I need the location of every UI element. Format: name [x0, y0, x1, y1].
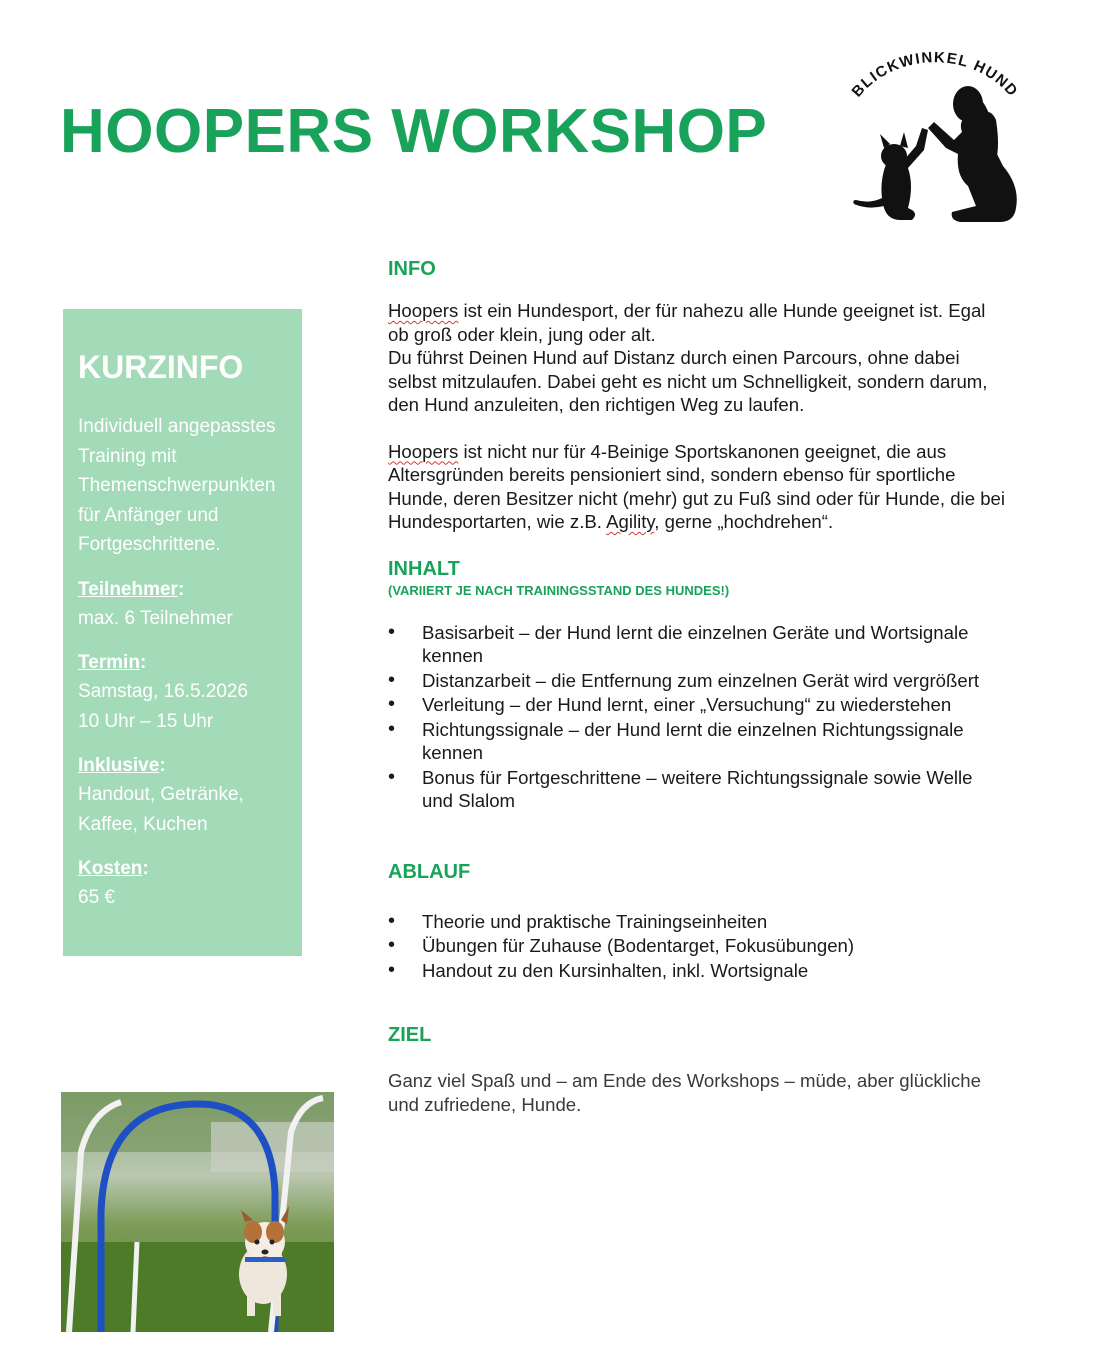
- ziel-text: Ganz viel Spaß und – am Ende des Workshops – müde, aber glückliche und zufriedene, Hunde.: [388, 1070, 981, 1115]
- termin-block: Termin: Samstag, 16.5.2026 10 Uhr – 15 Uhr: [78, 649, 288, 736]
- list-item: • Übungen für Zuhause (Bodentarget, Fokusübungen): [388, 934, 1008, 958]
- ablauf-heading: ABLAUF: [388, 860, 471, 883]
- info-p3-agility: Agility: [606, 511, 655, 532]
- kurzinfo-intro: Individuell angepasstes Training mit Themenschwerpunkten für Anfänger und Fortgeschrittene.: [78, 416, 276, 555]
- main-content: [388, 258, 1008, 1116]
- page-title: HOOPERS WORKSHOP: [60, 97, 768, 166]
- info-p3-hoopers: Hoopers: [388, 440, 459, 462]
- termin-date: Samstag, 16.5.2026: [78, 681, 249, 702]
- blickwinkel-hund-logo: [828, 36, 1038, 236]
- inhalt-subheading: (VARIIERT JE NACH TRAININGSSTAND DES HUNDES!): [388, 582, 730, 598]
- info-p1-hoopers: Hoopers: [388, 300, 459, 321]
- kurzinfo-heading: KURZINFO: [78, 349, 244, 385]
- svg-text:BLICKWINKEL HUND: [849, 49, 1022, 100]
- inhalt-list: [388, 621, 1008, 813]
- dog-hoop-photo: [61, 1092, 334, 1332]
- info-paragraph-2: Du führst Deinen Hund auf Distanz durch einen Parcours, ohne dabei selbst mitzulaufen. Dabei geht es nicht um Schnelligkeit, sondern darum, den Hund anzuleiten, den richtigen Weg zu laufen.: [388, 347, 988, 415]
- kosten-value: 65 €: [78, 887, 115, 908]
- kosten-label: Kosten: [78, 858, 143, 879]
- list-item: • Distanzarbeit – die Entfernung zum einzelnen Gerät wird vergrößert: [388, 669, 1008, 693]
- teilnehmer-value: max. 6 Teilnehmer: [78, 607, 233, 629]
- list-item: • Bonus für Fortgeschrittene – weitere Richtungssignale sowie Welle und Slalom: [388, 766, 1008, 813]
- logo-text: BLICKWINKEL HUND: [848, 49, 1022, 101]
- list-item: • Richtungssignale – der Hund lernt die einzelnen Richtungssignale kennen: [388, 718, 1008, 765]
- info-p3-end: , gerne „hochdrehen“.: [654, 511, 834, 532]
- info-paragraph-1: [388, 299, 1008, 346]
- info-p1-rest: ist ein Hundesport, der für nahezu alle Hunde geeignet ist. Egal ob groß oder klein, jung oder alt.: [388, 300, 986, 345]
- termin-label: Termin: [78, 652, 140, 673]
- kurzinfo-box: [63, 309, 302, 956]
- ziel-heading: ZIEL: [388, 1024, 432, 1046]
- info-paragraph-3: [388, 440, 1008, 534]
- teilnehmer-block: Teilnehmer: max. 6 Teilnehmer: [78, 576, 288, 634]
- inklusive-line1: Handout, Getränke,: [78, 784, 244, 805]
- woman-silhouette-icon: [928, 86, 1017, 222]
- inhalt-heading: INHALT: [388, 557, 460, 580]
- inklusive-line2: Kaffee, Kuchen: [78, 813, 208, 835]
- list-item: • Basisarbeit – der Hund lernt die einzelnen Geräte und Wortsignale kennen: [388, 621, 1008, 668]
- inklusive-block: Inklusive: Handout, Getränke, Kaffee, Kuchen: [78, 752, 288, 839]
- info-heading: INFO: [388, 258, 436, 280]
- teilnehmer-label: Teilnehmer: [78, 578, 178, 600]
- termin-time: 10 Uhr – 15 Uhr: [78, 710, 214, 732]
- inklusive-label: Inklusive: [78, 755, 160, 776]
- list-item: • Verleitung – der Hund lernt, einer „Versuchung“ zu wiederstehen: [388, 693, 1008, 717]
- list-item: • Handout zu den Kursinhalten, inkl. Wortsignale: [388, 959, 1008, 983]
- kosten-block: Kosten: 65 €: [78, 855, 288, 913]
- dog-silhouette-icon: [853, 128, 928, 220]
- info-p3-rest: ist nicht nur für 4-Beinige Sportskanonen geeignet, die aus Altersgründen bereits pensioniert sind, sondern ebenso für sportliche Hunde, deren Besitzer nicht (mehr) gut zu Fuß sind oder für Hunde, die bei Hundesportarten, wie z.B.: [388, 440, 1006, 532]
- list-item: • Theorie und praktische Trainingseinheiten: [388, 910, 1008, 934]
- ablauf-list: [388, 910, 1008, 983]
